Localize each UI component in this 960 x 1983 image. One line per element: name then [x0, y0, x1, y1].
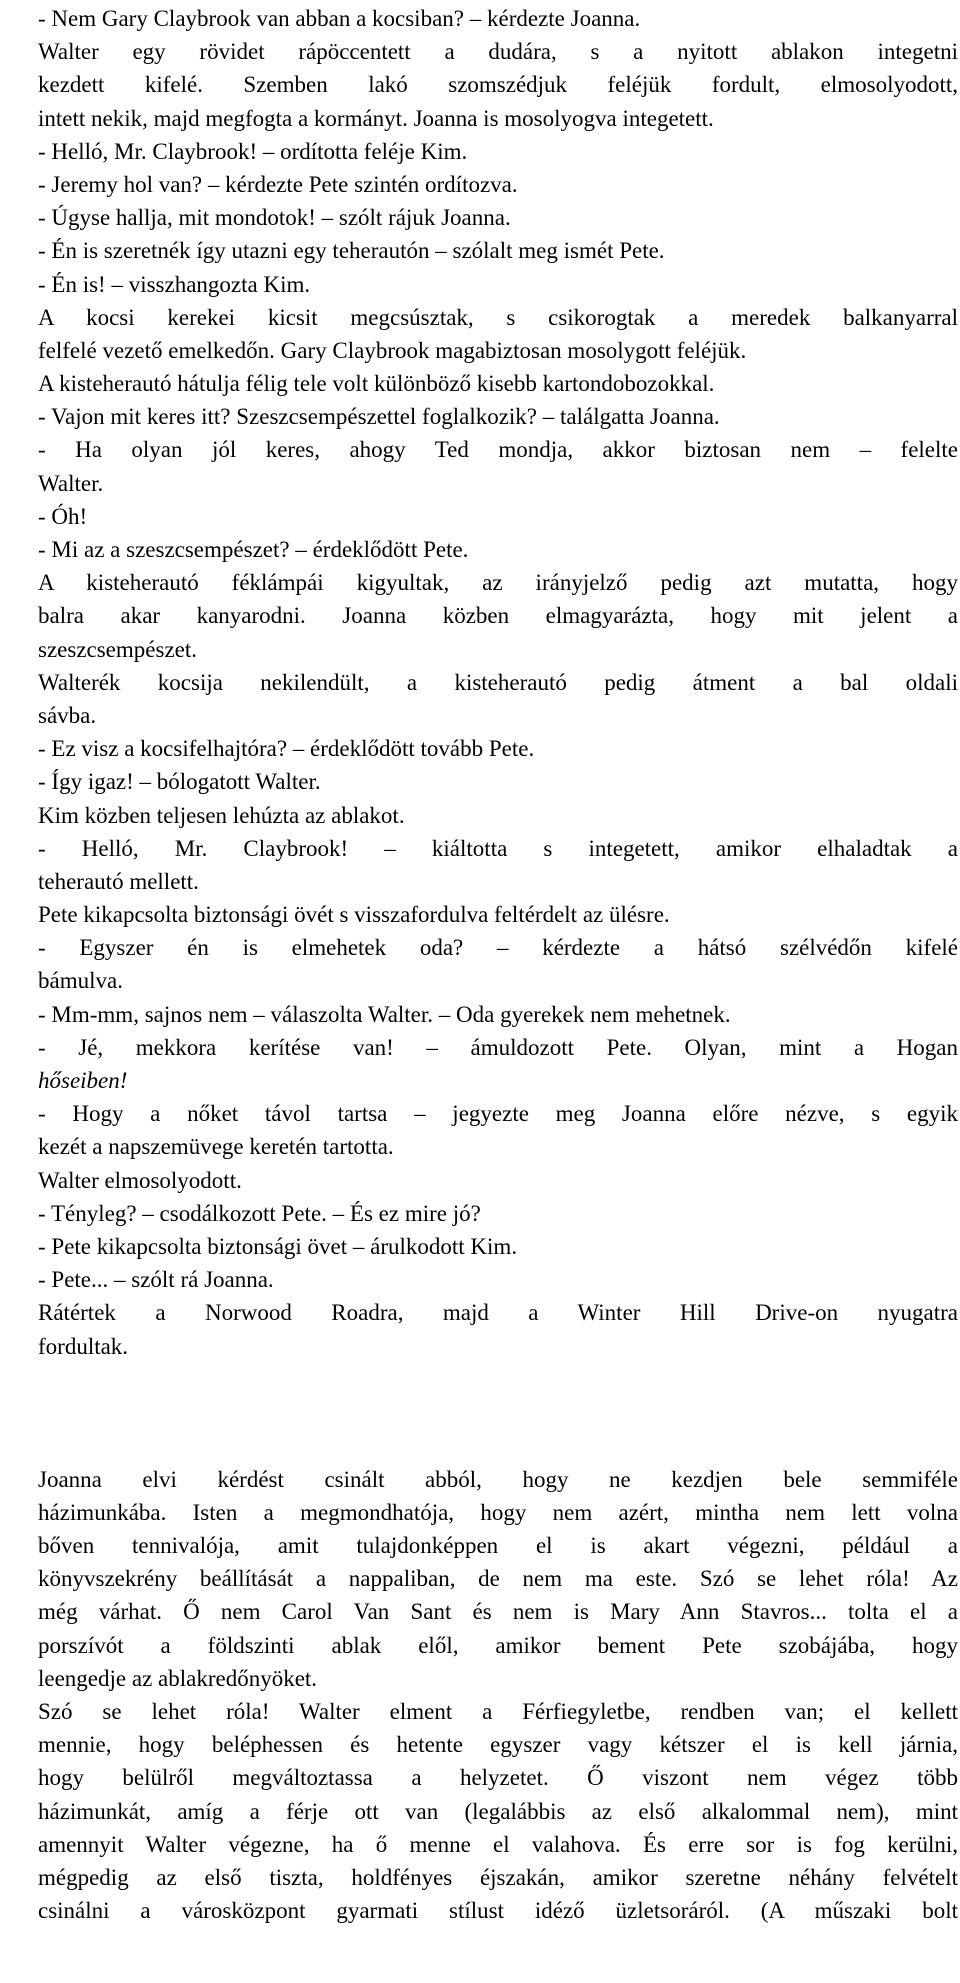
- section-1-line: - Egyszer én is elmehetek oda? – kérdezte a hátsó szélvédőn kifelé: [38, 935, 958, 961]
- section-1-line: kezdett kifelé. Szemben lakó szomszédjuk feléjük fordult, elmosolyodott,: [38, 72, 958, 98]
- section-1-line: - Tényleg? – csodálkozott Pete. – És ez mire jó?: [38, 1200, 481, 1226]
- section-1-line: fordultak.: [38, 1333, 129, 1359]
- section-break: [38, 1363, 960, 1463]
- story-section-1: [38, 2, 958, 1363]
- section-2-line: hogy belülről megváltoztassa a helyzetet. Ő viszont nem végez több: [38, 1765, 958, 1791]
- section-1-line: hőseiben!: [38, 1068, 128, 1093]
- section-1-line: - Pete... – szólt rá Joanna.: [38, 1267, 274, 1293]
- section-1-line: - Így igaz! – bólogatott Walter.: [38, 769, 321, 795]
- section-2-line: leengedje az ablakredőnyöket.: [38, 1665, 318, 1691]
- section-1-line: bámulva.: [38, 968, 123, 994]
- section-2-line: mennie, hogy beléphessen és hetente egyszer vagy kétszer el is kell járnia,: [38, 1732, 958, 1758]
- section-2-line: könyvszekrény beállítását a nappaliban, de nem ma este. Szó se lehet róla! Az: [38, 1566, 958, 1592]
- section-1-line: - Nem Gary Claybrook van abban a kocsiban? – kérdezte Joanna.: [38, 6, 641, 31]
- section-1-line: Pete kikapcsolta biztonsági övét s visszafordulva feltérdelt az ülésre.: [38, 902, 670, 928]
- section-2-line: még várhat. Ő nem Carol Van Sant és nem is Mary Ann Stavros... tolta el a: [38, 1599, 958, 1625]
- section-1-line: A kocsi kerekei kicsit megcsúsztak, s csikorogtak a meredek balkanyarral: [38, 304, 958, 330]
- section-1-line: A kisteherautó hátulja félig tele volt különböző kisebb kartondobozokkal.: [38, 371, 715, 397]
- section-1-line: - Pete kikapcsolta biztonsági övet – árulkodott Kim.: [38, 1233, 518, 1259]
- section-1-line: Walterék kocsija nekilendült, a kisteherautó pedig átment a bal oldali: [38, 669, 958, 695]
- section-1-line: - Mm-mm, sajnos nem – válaszolta Walter. – Oda gyerekek nem mehetnek.: [38, 1001, 731, 1027]
- section-1-line: - Jé, mekkora kerítése van! – ámuldozott Pete. Olyan, mint a Hogan: [38, 1034, 958, 1060]
- section-1-line: Rátértek a Norwood Roadra, majd a Winter Hill Drive-on nyugatra: [38, 1300, 958, 1326]
- section-2-line: Szó se lehet róla! Walter elment a Férfiegyletbe, rendben van; el kellett: [38, 1699, 958, 1724]
- section-1-line: balra akar kanyarodni. Joanna közben elmagyarázta, hogy mit jelent a: [38, 603, 958, 629]
- section-2-line: porszívót a földszinti ablak elől, amikor bement Pete szobájába, hogy: [38, 1632, 958, 1658]
- section-1-line: - Ha olyan jól keres, ahogy Ted mondja, akkor biztosan nem – felelte: [38, 437, 958, 463]
- section-2-line: Joanna elvi kérdést csinált abból, hogy ne kezdjen bele semmiféle: [38, 1466, 958, 1492]
- section-1-line: Walter elmosolyodott.: [38, 1167, 242, 1193]
- section-1-line: - Mi az a szeszcsempészet? – érdeklődött Pete.: [38, 537, 469, 562]
- section-2-line: bőven tennivalója, amit tulajdonképpen el is akart végezni, például a: [38, 1533, 958, 1559]
- section-1-line: - Vajon mit keres itt? Szeszcsempészettel foglalkozik? – találgatta Joanna.: [38, 404, 720, 430]
- section-2-line: csinálni a városközpont gyarmati stílust idéző üzletsoráról. (A műszaki bolt: [38, 1898, 958, 1924]
- section-2-line: mégpedig az első tiszta, holdfényes éjszakán, amikor szeretne néhány felvételt: [38, 1864, 958, 1890]
- section-1-line: kezét a napszemüvege keretén tartotta.: [38, 1134, 394, 1160]
- section-1-line: intett nekik, majd megfogta a kormányt. Joanna is mosolyogva integetett.: [38, 105, 714, 131]
- section-1-line: felfelé vezető emelkedőn. Gary Claybrook magabiztosan mosolygott feléjük.: [38, 337, 747, 363]
- section-1-line: - Óh!: [38, 503, 88, 529]
- section-1-line: Walter.: [38, 470, 104, 496]
- section-1-line: - Ez visz a kocsifelhajtóra? – érdeklődött tovább Pete.: [38, 736, 535, 762]
- section-1-line: szeszcsempészet.: [38, 636, 198, 662]
- section-1-line: - Jeremy hol van? – kérdezte Pete szintén ordítozva.: [38, 171, 518, 197]
- story-section-2: [38, 1463, 958, 1928]
- section-2-line: házimunkába. Isten a megmondhatója, hogy nem azért, mintha nem lett volna: [38, 1499, 958, 1525]
- section-1-line: - Én is! – visszhangozta Kim.: [38, 271, 311, 297]
- section-1-line: - Úgyse hallja, mit mondotok! – szólt rájuk Joanna.: [38, 205, 511, 231]
- section-2-line: házimunkát, amíg a férje ott van (legalábbis az első alkalommal nem), mint: [38, 1798, 958, 1824]
- section-1-line: - Én is szeretnék így utazni egy teherautón – szólalt meg ismét Pete.: [38, 238, 665, 264]
- section-1-line: - Helló, Mr. Claybrook! – kiáltotta s integetett, amikor elhaladtak a: [38, 835, 958, 861]
- section-1-line: Kim közben teljesen lehúzta az ablakot.: [38, 802, 405, 828]
- section-1-line: A kisteherautó féklámpái kigyultak, az irányjelző pedig azt mutatta, hogy: [38, 570, 958, 596]
- section-1-line: sávba.: [38, 702, 97, 728]
- section-1-line: Walter egy rövidet rápöccentett a dudára, s a nyitott ablakon integetni: [38, 39, 958, 65]
- section-2-line: amennyit Walter végezne, ha ő menne el valahova. És erre sor is fog kerülni,: [38, 1831, 958, 1857]
- section-1-line: - Helló, Mr. Claybrook! – ordította feléje Kim.: [38, 138, 468, 164]
- section-1-line: - Hogy a nőket távol tartsa – jegyezte meg Joanna előre nézve, s egyik: [38, 1101, 958, 1127]
- section-1-line: teherautó mellett.: [38, 868, 199, 894]
